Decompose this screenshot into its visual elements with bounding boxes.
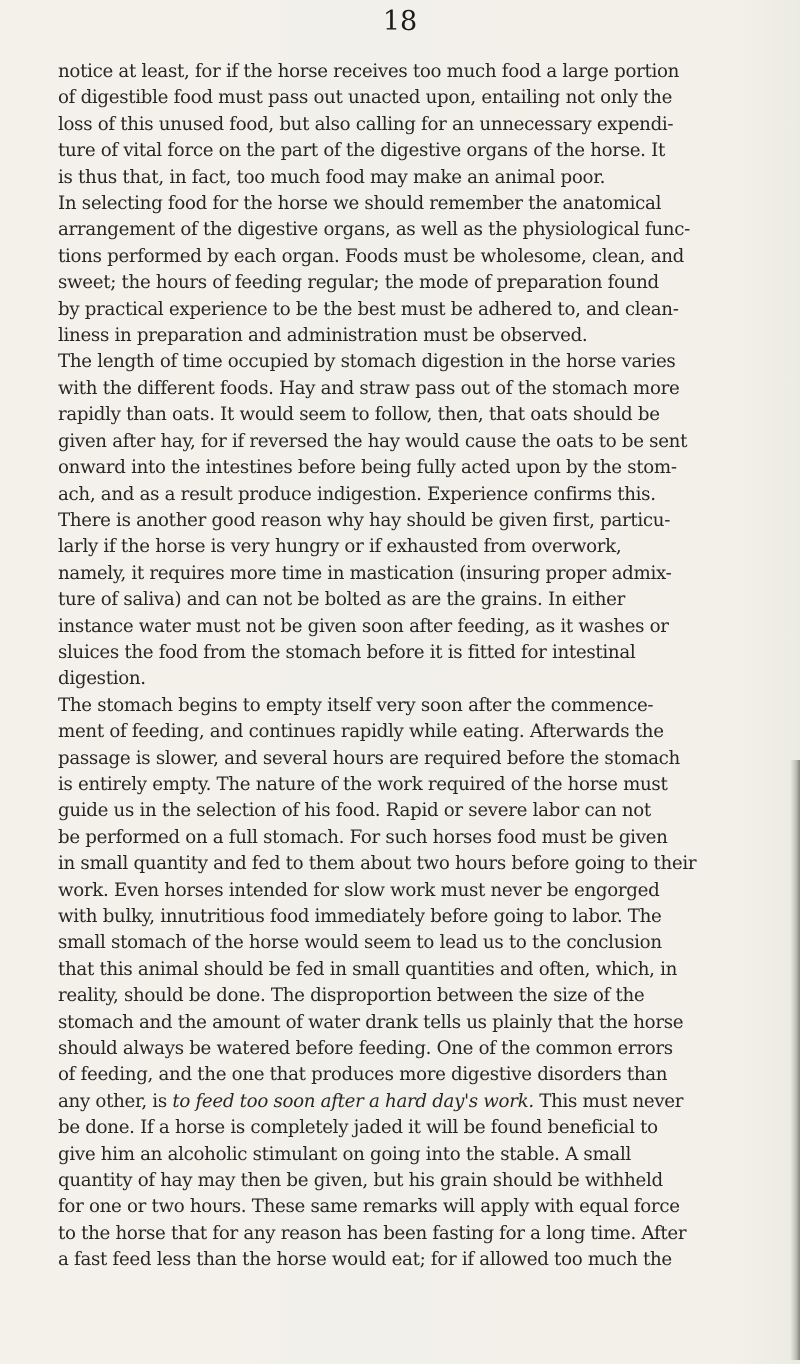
text-line-content: notice at least, for if the horse receives too much food a large portion xyxy=(58,61,680,82)
text-line xyxy=(58,376,784,402)
text-line-content: with the different foods. Hay and straw pass out of the stomach more xyxy=(58,377,680,399)
text-line-content: in small quantity and fed to them about two hours before going to their xyxy=(58,853,697,875)
text-line xyxy=(58,772,784,798)
text-line xyxy=(58,878,784,904)
text-line xyxy=(58,191,784,217)
text-line-content: There is another good reason why hay should be given first, particu- xyxy=(58,509,671,531)
text-line xyxy=(58,851,784,877)
text-line xyxy=(58,983,784,1009)
text-line-content: The stomach begins to empty itself very soon after the commence- xyxy=(58,694,654,716)
text-line-content: ture of vital force on the part of the digestive organs of the horse. It xyxy=(58,140,666,162)
text-line-content: sweet; the hours of feeding regular; the mode of preparation found xyxy=(58,272,659,294)
text-line xyxy=(58,640,784,666)
text-line-content: give him an alcoholic stimulant on going into the stable. A small xyxy=(58,1143,631,1165)
text-line-content: onward into the intestines before being fully acted upon by the stom- xyxy=(58,457,677,479)
text-line-content: should always be watered before feeding. One of the common errors xyxy=(58,1038,673,1060)
text-line xyxy=(58,561,784,587)
text-line-content: arrangement of the digestive organs, as well as the physiological func- xyxy=(58,219,690,241)
text-line xyxy=(58,534,784,560)
text-line xyxy=(58,85,784,111)
text-line xyxy=(58,244,784,270)
text-line-content: small stomach of the horse would seem to lead us to the conclusion xyxy=(58,932,662,954)
text-line-content: liness in preparation and administration must be observed. xyxy=(58,325,588,347)
text-line-content: instance water must not be given soon after feeding, as it washes or xyxy=(58,615,669,637)
text-line xyxy=(58,402,784,428)
text-line xyxy=(58,587,784,613)
text-line xyxy=(58,217,784,243)
text-line-content: reality, should be done. The disproportion between the size of the xyxy=(58,985,645,1007)
text-line xyxy=(58,138,784,164)
text-line xyxy=(58,957,784,983)
text-line xyxy=(58,349,784,375)
text-line xyxy=(58,1168,784,1194)
text-line-content: ment of feeding, and continues rapidly while eating. Afterwards the xyxy=(58,721,664,743)
text-line-content: a fast feed less than the horse would eat; for if allowed too much the xyxy=(58,1249,672,1271)
text-line xyxy=(58,1221,784,1247)
text-line-content: stomach and the amount of water drank tells us plainly that the horse xyxy=(58,1011,684,1033)
text-line-content: of digestible food must pass out unacted upon, entailing not only the xyxy=(58,87,673,109)
text-line xyxy=(58,1010,784,1036)
text-line xyxy=(58,455,784,481)
text-line xyxy=(58,1142,784,1168)
text-line-content: is entirely empty. The nature of the work required of the horse must xyxy=(58,773,668,795)
text-line xyxy=(58,165,784,191)
text-line xyxy=(58,666,784,692)
text-line-content: with bulky, innutritious food immediately before going to labor. The xyxy=(58,906,662,927)
text-line-content: This must never xyxy=(533,1090,684,1112)
text-line-content: loss of this unused food, but also calling for an unnecessary expendi- xyxy=(58,113,674,135)
text-line xyxy=(58,1089,784,1115)
text-line-content: ach, and as a result produce indigestion. Experience confirms this. xyxy=(58,483,656,505)
text-line-content: quantity of hay may then be given, but his grain should be withheld xyxy=(58,1170,663,1192)
text-line-content: passage is slower, and several hours are required before the stomach xyxy=(58,747,680,769)
text-line xyxy=(58,904,784,930)
text-line-content: given after hay, for if reversed the hay would cause the oats to be sent xyxy=(58,430,688,452)
text-line-content: be done. If a horse is completely jaded it will be found beneficial to xyxy=(58,1117,658,1139)
text-line-content: tions performed by each organ. Foods must be wholesome, clean, and xyxy=(58,245,685,267)
text-line-content: The length of time occupied by stomach digestion in the horse varies xyxy=(58,351,676,373)
text-line-content: to the horse that for any reason has been fasting for a long time. After xyxy=(58,1222,687,1244)
text-line xyxy=(58,297,784,323)
text-line xyxy=(58,508,784,534)
text-line-content: namely, it requires more time in mastication (insuring proper admix- xyxy=(58,562,672,584)
text-line-content: any other, is xyxy=(58,1090,173,1112)
page-edge-shadow xyxy=(790,760,800,1360)
text-line-content: of feeding, and the one that produces more digestive disorders than xyxy=(58,1064,668,1086)
text-line-content: for one or two hours. These same remarks will apply with equal force xyxy=(58,1196,680,1218)
text-line-content: larly if the horse is very hungry or if exhausted from overwork, xyxy=(58,536,622,558)
text-line xyxy=(58,930,784,956)
text-line-content: be performed on a full stomach. For such horses food must be given xyxy=(58,826,668,848)
text-line-content: ture of saliva) and can not be bolted as are the grains. In either xyxy=(58,589,626,611)
text-line-content: that this animal should be fed in small quantities and often, which, in xyxy=(58,958,678,980)
text-line-content: digestion. xyxy=(58,668,146,690)
text-line xyxy=(58,1247,784,1273)
text-line-content: rapidly than oats. It would seem to follow, then, that oats should be xyxy=(58,404,660,426)
text-line xyxy=(58,323,784,349)
text-line xyxy=(58,719,784,745)
text-line-content: by practical experience to be the best must be adhered to, and clean- xyxy=(58,298,679,320)
text-line-content: work. Even horses intended for slow work must never be engorged xyxy=(58,879,660,901)
text-line xyxy=(58,270,784,296)
text-line xyxy=(58,429,784,455)
text-line xyxy=(58,482,784,508)
text-line xyxy=(58,59,784,85)
text-line xyxy=(58,1062,784,1088)
text-line-content: In selecting food for the horse we should remember the anatomical xyxy=(58,193,662,215)
text-line xyxy=(58,1115,784,1141)
text-line xyxy=(58,1194,784,1220)
text-line-content: guide us in the selection of his food. Rapid or severe labor can not xyxy=(58,800,651,822)
text-line-content: sluices the food from the stomach before it is fitted for intestinal xyxy=(58,641,636,663)
text-line xyxy=(58,746,784,772)
text-line xyxy=(58,798,784,824)
text-line xyxy=(58,693,784,719)
text-line xyxy=(58,1036,784,1062)
italic-emphasis: to feed too soon after a hard day's work. xyxy=(172,1090,534,1112)
text-line xyxy=(58,112,784,138)
page-number: 18 xyxy=(382,6,418,37)
text-line xyxy=(58,825,784,851)
text-line-content: is thus that, in fact, too much food may make an animal poor. xyxy=(58,166,606,188)
text-line xyxy=(58,614,784,640)
body-text xyxy=(58,59,784,1274)
